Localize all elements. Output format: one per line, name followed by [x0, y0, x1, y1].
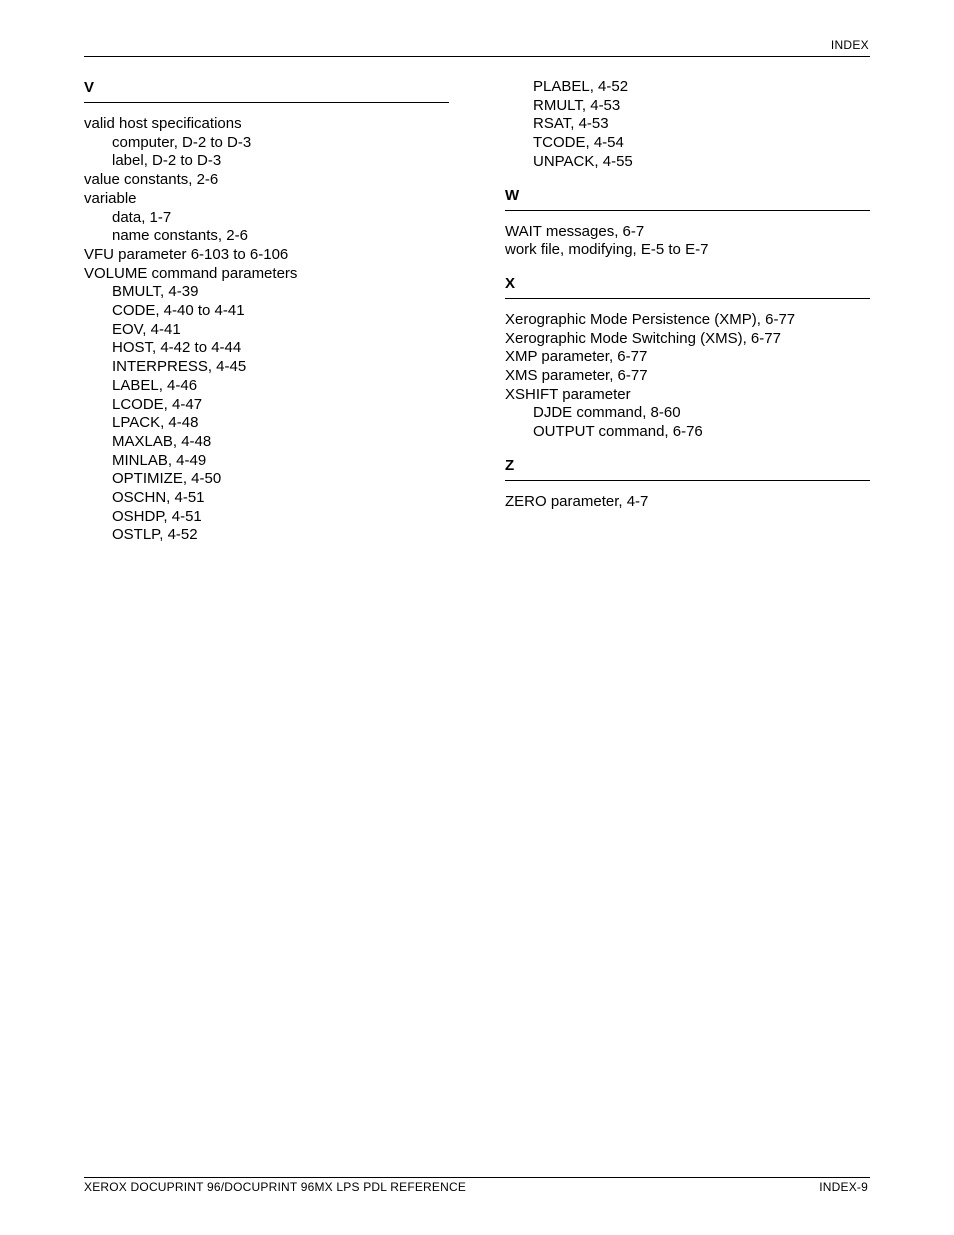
section-heading: X [505, 274, 870, 299]
index-entry: XSHIFT parameter [505, 385, 631, 403]
index-entry: WAIT messages, 6-7 [505, 222, 645, 240]
index-subentry: OUTPUT command, 6-76 [533, 423, 703, 441]
index-entry: Xerographic Mode Switching (XMS), 6-77 [505, 329, 781, 347]
index-subentry: data, 1-7 [112, 208, 172, 226]
index-entry: VFU parameter 6-103 to 6-106 [84, 245, 289, 263]
index-entry: work file, modifying, E-5 to E-7 [505, 241, 709, 259]
index-column-right [505, 78, 870, 526]
section-heading: Z [505, 456, 870, 481]
index-subentry: name constants, 2-6 [112, 227, 248, 245]
index-section [505, 186, 870, 260]
index-column-left [84, 78, 449, 559]
footer-rule [84, 1177, 870, 1178]
index-entry: ZERO parameter, 4-7 [505, 492, 649, 510]
index-entry: value constants, 2-6 [84, 171, 219, 189]
index-subentry: EOV, 4-41 [112, 320, 181, 338]
footer-title: XEROX DOCUPRINT 96/DOCUPRINT 96MX LPS PDL REFERENCE [84, 1180, 467, 1194]
index-subentry: OSHDP, 4-51 [112, 507, 202, 525]
index-entry: XMP parameter, 6-77 [505, 348, 648, 366]
index-subentry: LABEL, 4-46 [112, 376, 198, 394]
index-subentry: HOST, 4-42 to 4-44 [112, 339, 242, 357]
index-entry: Xerographic Mode Persistence (XMP), 6-77 [505, 310, 796, 328]
index-subentry: INTERPRESS, 4-45 [112, 358, 247, 376]
header-rule [84, 56, 870, 57]
index-entry: VOLUME command parameters [84, 264, 298, 282]
index-entry: RSAT, 4-53 [533, 115, 609, 133]
index-section [505, 274, 870, 442]
index-subentry: MAXLAB, 4-48 [112, 432, 212, 450]
index-subentry: OPTIMIZE, 4-50 [112, 470, 222, 488]
index-section [505, 456, 870, 512]
index-subentry: OSCHN, 4-51 [112, 489, 205, 507]
index-subentry: BMULT, 4-39 [112, 283, 199, 301]
index-entry: XMS parameter, 6-77 [505, 367, 648, 385]
index-subentry: computer, D-2 to D-3 [112, 133, 252, 151]
index-entry: valid host specifications [84, 115, 242, 132]
index-section [84, 78, 449, 545]
index-entry: RMULT, 4-53 [533, 96, 621, 114]
running-header: INDEX [830, 38, 869, 52]
index-entry: TCODE, 4-54 [533, 134, 624, 152]
page-number: INDEX-9 [819, 1180, 868, 1194]
index-subentry: MINLAB, 4-49 [112, 451, 207, 469]
index-subentry: DJDE command, 8-60 [533, 404, 681, 422]
index-entry: UNPACK, 4-55 [533, 152, 633, 170]
section-heading: W [505, 186, 870, 211]
index-subentry: CODE, 4-40 to 4-41 [112, 302, 245, 320]
index-entry: variable [84, 189, 137, 207]
index-subentry: LCODE, 4-47 [112, 395, 203, 413]
section-heading: V [84, 78, 449, 103]
index-entry: PLABEL, 4-52 [533, 78, 629, 95]
index-subentry: label, D-2 to D-3 [112, 152, 222, 170]
index-subentry: OSTLP, 4-52 [112, 526, 198, 544]
index-subentry: LPACK, 4-48 [112, 414, 199, 432]
